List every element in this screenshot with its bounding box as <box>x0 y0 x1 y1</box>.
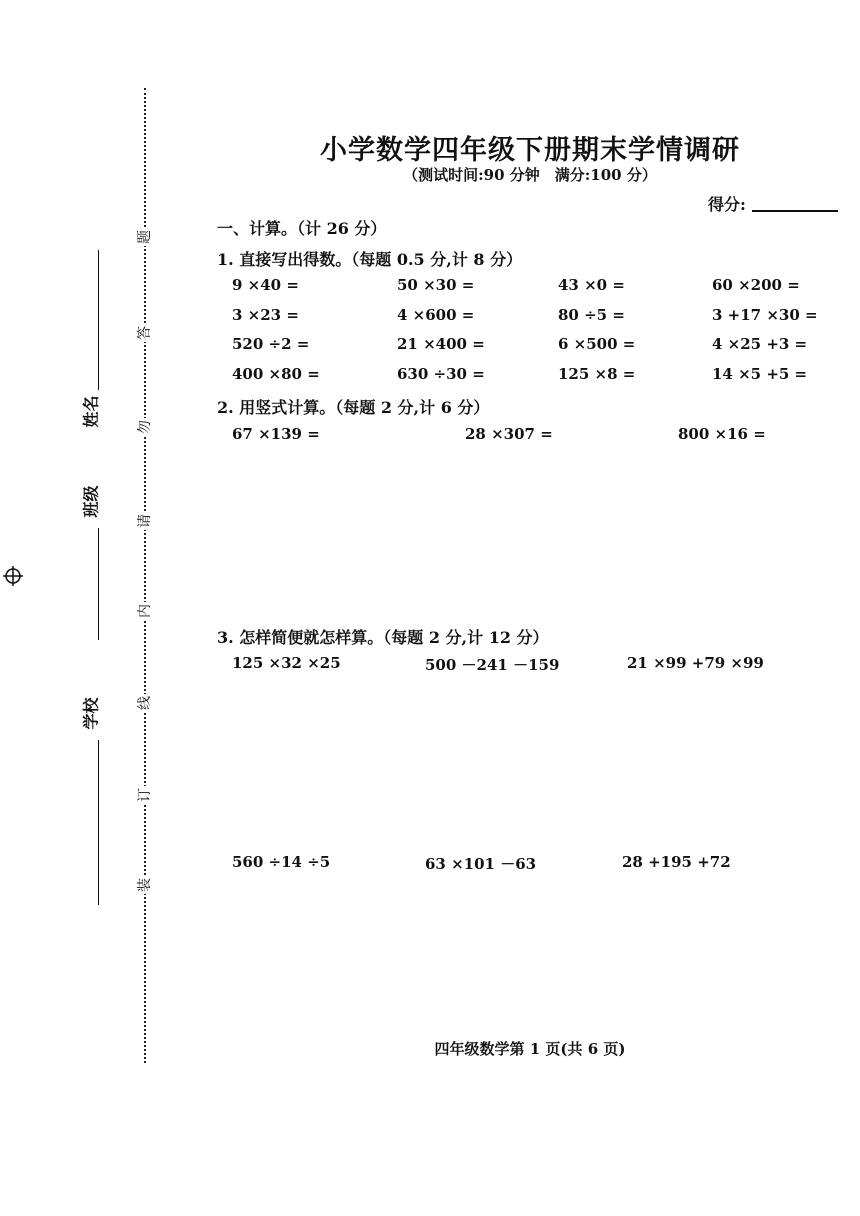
part2-heading: 2. 用竖式计算。（每题 2 分,计 6 分） <box>217 398 490 417</box>
problem-item: 9 ×40 = <box>232 276 299 294</box>
problem-item: 43 ×0 = <box>558 276 625 294</box>
name-field-label: 姓名 <box>81 395 101 428</box>
problem-item: 3 +17 ×30 = <box>712 306 818 324</box>
binding-char: 勿 <box>137 420 153 434</box>
binding-char: 答 <box>137 326 153 340</box>
binding-char: 订 <box>137 788 153 802</box>
binding-char: 线 <box>137 696 153 710</box>
problem-item: 21 ×99 +79 ×99 <box>627 654 764 672</box>
name-field-line[interactable] <box>98 250 99 390</box>
school-field-line[interactable] <box>98 740 99 905</box>
registration-mark-icon <box>3 566 23 586</box>
problem-item: 4 ×25 +3 = <box>712 335 808 353</box>
school-field-label: 学校 <box>81 697 101 730</box>
problem-item: 80 ÷5 = <box>558 306 625 324</box>
problem-item: 400 ×80 = <box>232 365 320 383</box>
binding-char: 装 <box>137 878 153 892</box>
page-subtitle: （测试时间:90 分钟 满分:100 分） <box>403 166 657 184</box>
section-heading: 一、计算。（计 26 分） <box>217 219 387 238</box>
problem-item: 560 ÷14 ÷5 <box>232 853 331 871</box>
problem-item: 4 ×600 = <box>397 306 475 324</box>
problem-item: 14 ×5 +5 = <box>712 365 808 383</box>
problem-item: 520 ÷2 = <box>232 335 310 353</box>
problem-item: 800 ×16 = <box>678 425 766 443</box>
problem-item: 28 +195 +72 <box>622 853 731 871</box>
binding-char: 题 <box>137 230 153 244</box>
problem-item: 63 ×101 －63 <box>425 855 537 873</box>
problem-item: 50 ×30 = <box>397 276 475 294</box>
problem-item: 125 ×8 = <box>558 365 636 383</box>
problem-item: 630 ÷30 = <box>397 365 485 383</box>
class-field-line[interactable] <box>98 528 99 640</box>
problem-item: 67 ×139 = <box>232 425 320 443</box>
part1-heading: 1. 直接写出得数。（每题 0.5 分,计 8 分） <box>217 250 523 269</box>
part3-heading: 3. 怎样简便就怎样算。（每题 2 分,计 12 分） <box>217 628 549 647</box>
binding-char: 请 <box>137 514 153 528</box>
problem-item: 28 ×307 = <box>465 425 553 443</box>
problem-item: 60 ×200 = <box>712 276 800 294</box>
problem-item: 21 ×400 = <box>397 335 485 353</box>
page-footer: 四年级数学第 1 页(共 6 页) <box>434 1040 626 1058</box>
score-input-line[interactable] <box>752 210 838 212</box>
score-label: 得分: <box>708 195 746 214</box>
page-title: 小学数学四年级下册期末学情调研 <box>320 135 740 166</box>
binding-char: 内 <box>137 604 153 618</box>
problem-item: 3 ×23 = <box>232 306 299 324</box>
problem-item: 125 ×32 ×25 <box>232 654 341 672</box>
class-field-label: 班级 <box>81 485 101 518</box>
problem-item: 500 －241 －159 <box>425 656 560 674</box>
problem-item: 6 ×500 = <box>558 335 636 353</box>
